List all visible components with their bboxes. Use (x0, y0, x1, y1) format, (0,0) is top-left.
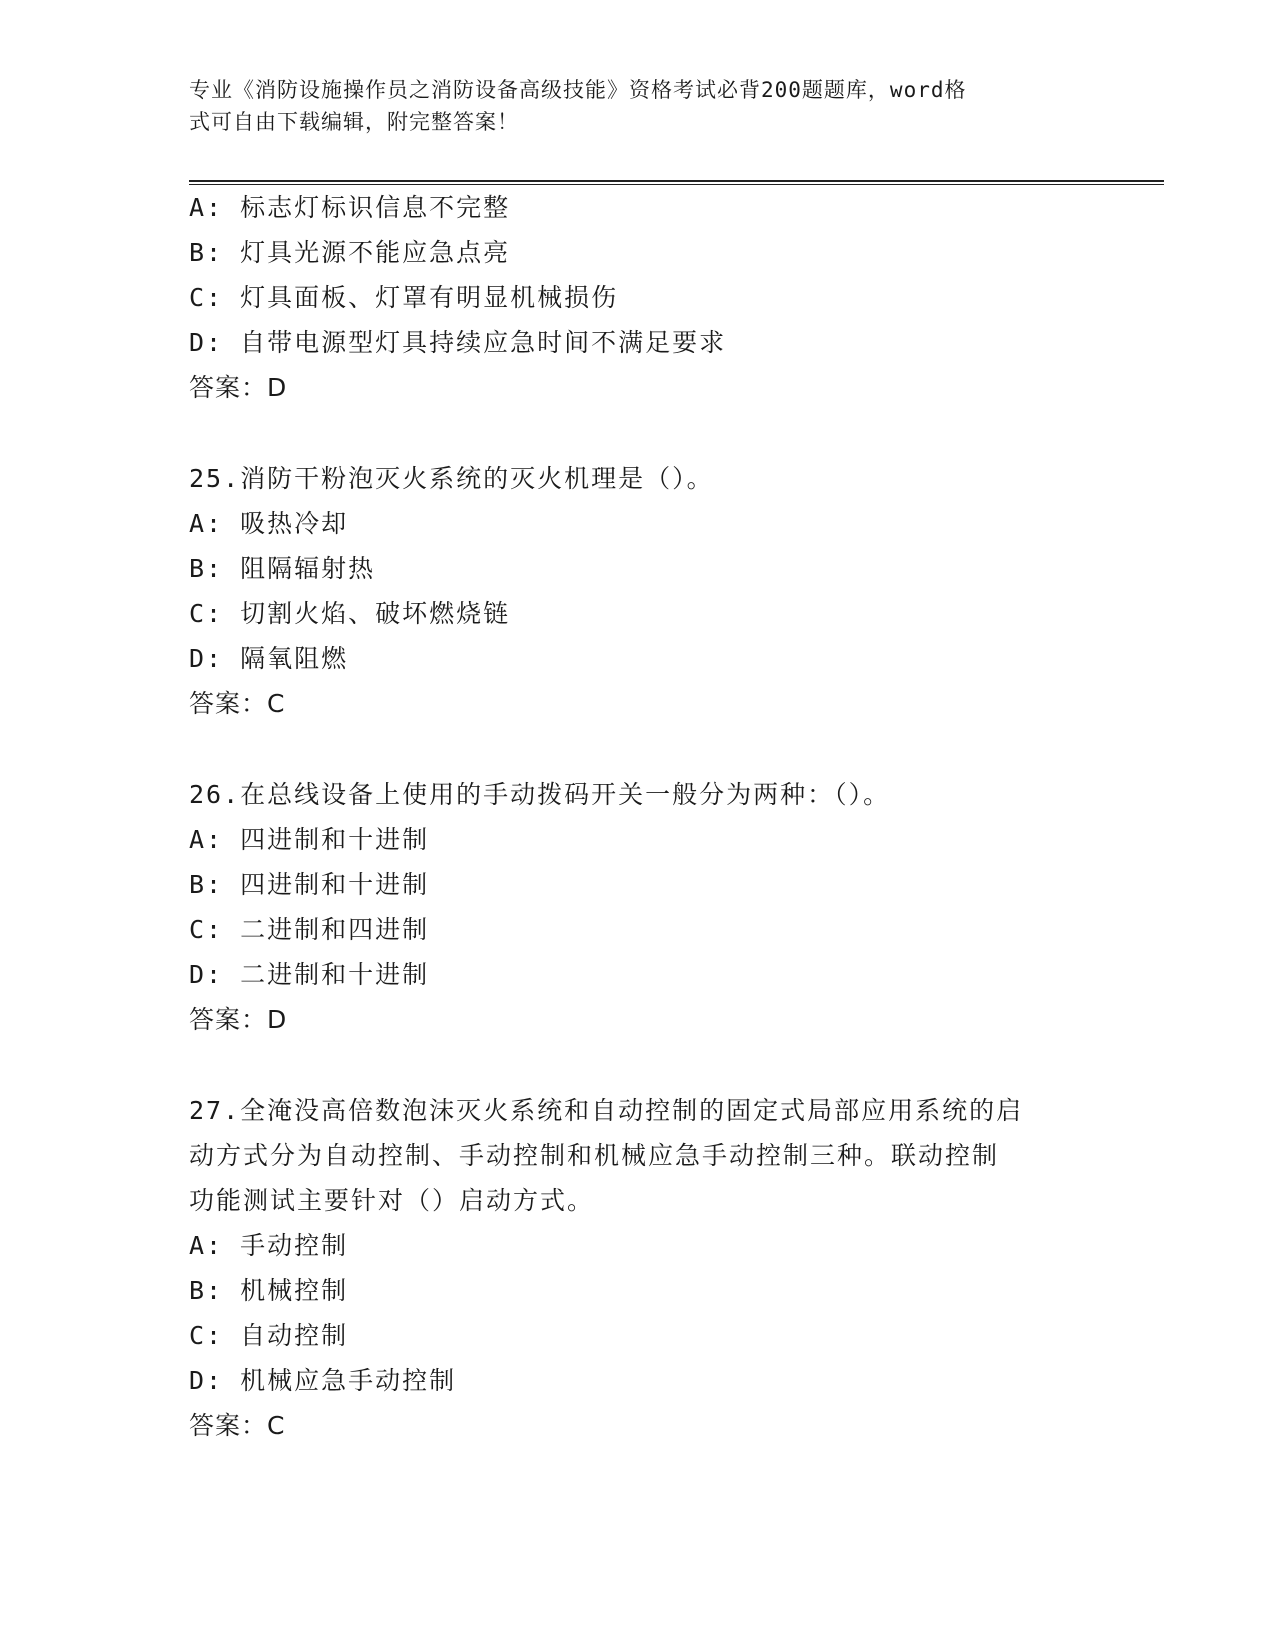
q24-answer: 答案：D (189, 373, 288, 402)
q27-stem-line-1: 27.全淹没高倍数泡沫灭火系统和自动控制的固定式局部应用系统的启 (189, 1096, 1024, 1125)
header-line-1: 专业《消防设施操作员之消防设备高级技能》资格考试必背200题题库，word格 (189, 78, 967, 102)
q27-option-c: C: 自动控制 (189, 1321, 349, 1350)
q25-option-b: B: 阻隔辐射热 (189, 554, 376, 583)
document-header (189, 74, 1089, 138)
header-rule-thin (189, 184, 1164, 185)
q24-option-a: A: 标志灯标识信息不完整 (189, 193, 511, 222)
q25-stem: 25.消防干粉泡灭火系统的灭火机理是（）。 (189, 464, 714, 493)
q24-option-c: C: 灯具面板、灯罩有明显机械损伤 (189, 283, 619, 312)
q27-stem-line-2: 动方式分为自动控制、手动控制和机械应急手动控制三种。联动控制 (189, 1141, 1000, 1170)
q27-option-a: A: 手动控制 (189, 1231, 349, 1260)
q26-answer: 答案：D (189, 1005, 288, 1034)
q26-stem: 26.在总线设备上使用的手动拨码开关一般分为两种：（）。 (189, 780, 891, 809)
q26-option-d: D: 二进制和十进制 (189, 960, 430, 989)
q27-option-b: B: 机械控制 (189, 1276, 349, 1305)
q26-option-a: A: 四进制和十进制 (189, 825, 430, 854)
q27-stem-line-3: 功能测试主要针对（）启动方式。 (189, 1186, 595, 1215)
q26-option-c: C: 二进制和四进制 (189, 915, 430, 944)
q24-option-d: D: 自带电源型灯具持续应急时间不满足要求 (189, 328, 727, 357)
header-line-2: 式可自由下载编辑，附完整答案！ (189, 110, 519, 134)
q25-option-c: C: 切割火焰、破坏燃烧链 (189, 599, 511, 628)
q24-option-b: B: 灯具光源不能应急点亮 (189, 238, 511, 267)
q25-answer: 答案：C (189, 689, 286, 718)
q25-option-d: D: 隔氧阻燃 (189, 644, 349, 673)
q26-option-b: B: 四进制和十进制 (189, 870, 430, 899)
q27-answer: 答案：C (189, 1411, 286, 1440)
header-rule-thick (189, 180, 1164, 182)
q27-option-d: D: 机械应急手动控制 (189, 1366, 457, 1395)
q25-option-a: A: 吸热冷却 (189, 509, 349, 538)
